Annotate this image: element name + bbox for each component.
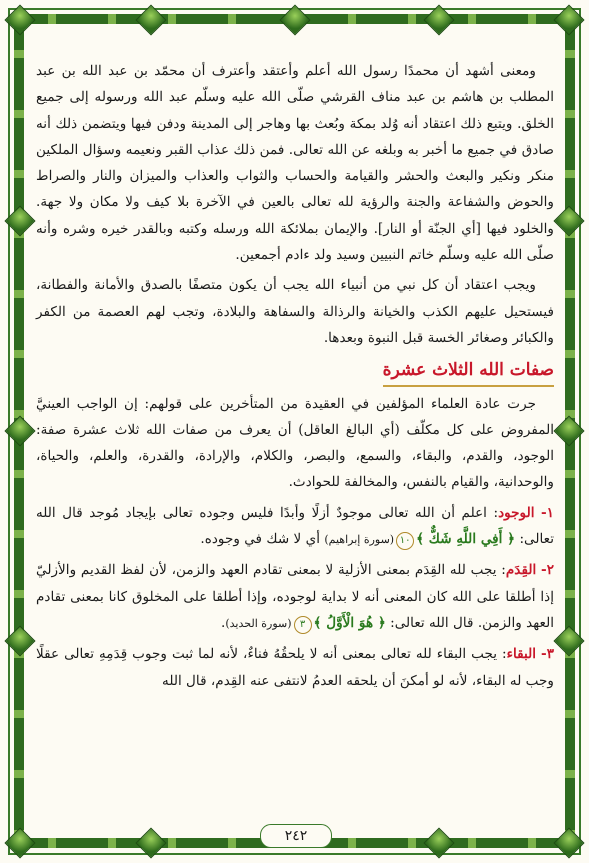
item-text: : يجب البقاء لله تعالى بمعنى أنه لا يلحقُهُ فناءٌ، لأنه لما ثبت وجوب قِدَمِهِ تعالى عقلًا وجب له البقاء، لأنه لو أمكنَ أن يلحقه العدمُ لانتفى عنه القِدم، قال الله <box>36 646 554 689</box>
section-title: صفات الله الثلاث عشرة <box>383 357 554 386</box>
section-heading <box>36 355 554 390</box>
ayah-number: ٣ <box>294 616 312 634</box>
list-item <box>36 641 554 694</box>
page-body <box>36 58 554 798</box>
paragraph-intro: جرت عادة العلماء المؤلفين في العقيدة من المتأخرين على قولهم: إن الواجب العينيَّ المفروض على كل مكلّف (أي البالغ العاقل) أن يعرف من صفات الله ثلاث عشرة صفة: الوجود، والقدم، والبقاء، والسمع، والبصر، والكلام، والإرادة، والقدرة، والعلم، والحياة، والوحدانية، والقيام بالنفس، والمخالفة للحوادث. <box>36 395 554 491</box>
item-number: ١- <box>541 504 554 521</box>
item-text-end: . <box>221 614 226 631</box>
paragraph-prophets-attributes: ويجب اعتقاد أن كل نبي من أنبياء الله يجب أن يكون متصفًا بالصدق والأمانة والفطانة، فيستحيل عليهم الكذب والخيانة والرذالة والسفاهة والبلادة، وتجب لهم العصمة من الكفر والكبائر وصغائر الخسة قبل النبوة وبعدها. <box>36 277 554 346</box>
item-number: ٣- <box>541 646 554 663</box>
surah-reference: (سورة الحديد) <box>225 616 292 630</box>
item-text-end: أي لا شك في وجوده. <box>200 531 325 548</box>
item-term: البقاء <box>506 646 537 663</box>
item-text: : اعلم أن الله تعالى موجودٌ أزلًا وأبدًا فليس وجوده تعالى بإيجاد مُوجد قال الله تعالى: <box>36 504 554 548</box>
item-number: ٢- <box>541 562 554 579</box>
item-text: : يجب لله القِدَم بمعنى الأزلية لا بمعنى تقادم العهد والزمن، لأن لفظ القديم والأزليّ إذا أطلقا على الله كان المعنى أنه لا بداية لوجوده، وإذا أطلقا على المخلوق كانا بمعنى تقادم العهد والزمن. قال الله تعالى: <box>36 562 554 631</box>
page-number: ٢٤٢ <box>260 824 332 848</box>
quran-verse: ﴿ أَفِي اللَّهِ شَكٌّ ﴾ <box>416 531 516 548</box>
ayah-number: ١٠ <box>396 532 414 550</box>
item-term: الوجود <box>498 504 535 521</box>
surah-reference: (سورة إبراهيم) <box>324 533 395 547</box>
quran-verse: ﴿ هُوَ الْأَوَّلُ ﴾ <box>313 614 386 631</box>
paragraph-shahada-meaning: ومعنى أشهد أن محمدًا رسول الله أعلم وأعتقد وأعترف أن محمّد بن عبد الله بن عبد المطلب بن هاشم بن عبد مناف القرشي صلّى الله عليه وسلّم عبد الله ورسوله إلى جميع الخلق. ويتبع ذلك اعتقاد أنه وُلد بمكة وبُعث بها وهاجر إلى المدينة ودفن فيها ويتضمن ذلك أنه صادق في جميع ما أخبر به وبلغه عن الله تعالى. فمن ذلك عذاب القبر ونعيمه وسؤال الملكين منكر ونكير والبعث والحشر والقيامة والحساب والثواب والعذاب والميزان والنار والصراط والحوض والشفاعة والجنة والرؤية لله تعالى بالعين في الآخرة بلا كيف ولا مكان ولا جهة. والخلود فيها [أي الجنّة أو النار]. والإيمان بملائكة الله ورسله وكتبه وبالقدر خيره وشره وأنه صلّى الله عليه وسلّم خاتم النبيين وسيد ولد ءادم أجمعين. <box>36 63 554 264</box>
list-item <box>36 500 554 554</box>
list-item <box>36 557 554 637</box>
item-term: القِدَم <box>505 562 537 579</box>
